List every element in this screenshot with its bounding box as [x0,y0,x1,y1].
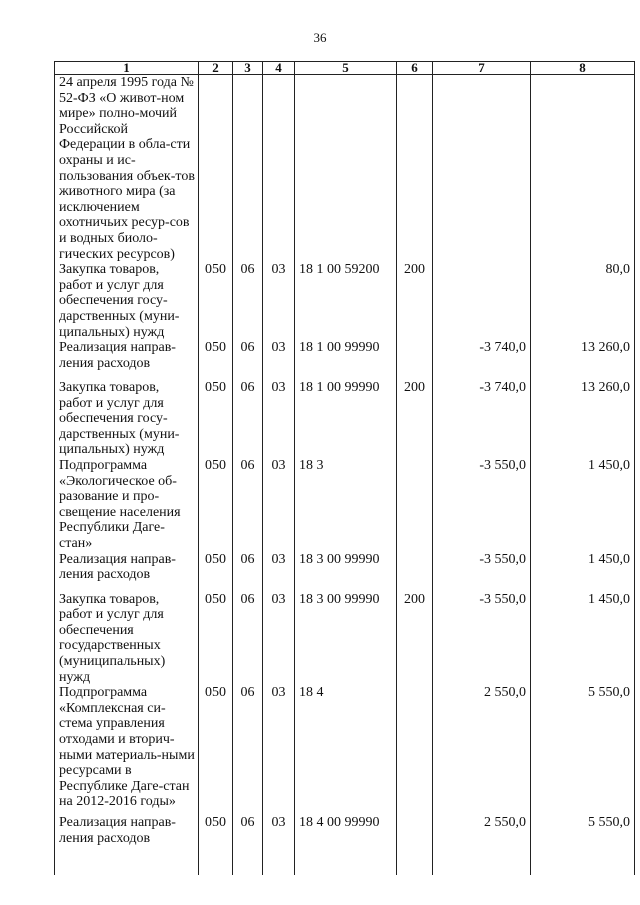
column-header: 5 [295,62,397,75]
row-name: 24 апреля 1995 года № 52-ФЗ «О живот-ном мире» полно-мочий Российской Федерации в обла-сти охраны и ис-пользования объек-тов животного мира (за исключением охотничьих ресур-сов и водных биоло-гических ресурсов) [55,75,199,263]
table-row [55,458,635,552]
cell-amount: 5 550,0 [531,815,635,875]
column-header: 6 [397,62,433,75]
cell-amount: 80,0 [531,262,635,340]
cell-section: 06 [233,340,263,380]
cell-section: 06 [233,262,263,340]
cell-amount: 1 450,0 [531,592,635,686]
row-name: Закупка товаров, работ и услуг для обеспечения государственных (муниципальных) нужд [55,592,199,686]
cell-target-code: 18 1 00 59200 [295,262,397,340]
cell-admin-code [199,75,233,263]
cell-expense-type: 200 [397,262,433,340]
page-number: 36 [313,30,327,45]
cell-change: -3 550,0 [433,592,531,686]
table-row [55,592,635,686]
cell-subsection: 03 [263,262,295,340]
cell-change: 2 550,0 [433,685,531,815]
cell-section: 06 [233,458,263,552]
row-name: Реализация направ-ления расходов [55,815,199,875]
table-row [55,552,635,592]
cell-change [433,262,531,340]
column-header: 2 [199,62,233,75]
cell-expense-type: 200 [397,592,433,686]
cell-subsection: 03 [263,380,295,458]
cell-expense-type: 200 [397,380,433,458]
row-name: Закупка товаров, работ и услуг для обеспечения госу-дарственных (муни-ципальных) нужд [55,262,199,340]
row-name: Закупка товаров, работ и услуг для обеспечения госу-дарственных (муни-ципальных) нужд [55,380,199,458]
cell-section: 06 [233,380,263,458]
column-header: 8 [531,62,635,75]
cell-admin-code: 050 [199,592,233,686]
cell-change [433,75,531,263]
cell-target-code: 18 1 00 99990 [295,340,397,380]
cell-expense-type [397,552,433,592]
table-row [55,75,635,263]
cell-subsection [263,75,295,263]
cell-change: -3 740,0 [433,340,531,380]
cell-subsection: 03 [263,458,295,552]
cell-target-code: 18 1 00 99990 [295,380,397,458]
cell-target-code: 18 4 00 99990 [295,815,397,875]
cell-admin-code: 050 [199,340,233,380]
column-header: 1 [55,62,199,75]
cell-subsection: 03 [263,815,295,875]
cell-admin-code: 050 [199,685,233,815]
cell-subsection: 03 [263,552,295,592]
budget-table [54,61,635,875]
cell-section: 06 [233,815,263,875]
column-header: 3 [233,62,263,75]
column-header: 7 [433,62,531,75]
row-name: Реализация направ-ления расходов [55,340,199,380]
cell-amount: 13 260,0 [531,380,635,458]
cell-amount: 5 550,0 [531,685,635,815]
table-row [55,380,635,458]
cell-admin-code: 050 [199,262,233,340]
cell-admin-code: 050 [199,458,233,552]
cell-amount [531,75,635,263]
cell-admin-code: 050 [199,380,233,458]
cell-expense-type [397,75,433,263]
cell-admin-code: 050 [199,815,233,875]
table-row [55,262,635,340]
cell-amount: 1 450,0 [531,552,635,592]
row-name: Подпрограмма «Экологическое об-разование и про-свещение населения Республики Даге-стан» [55,458,199,552]
cell-section: 06 [233,552,263,592]
cell-change: -3 740,0 [433,380,531,458]
cell-expense-type [397,340,433,380]
table-header-row [55,62,635,75]
cell-expense-type [397,685,433,815]
cell-target-code: 18 3 [295,458,397,552]
cell-change: -3 550,0 [433,458,531,552]
cell-section: 06 [233,592,263,686]
cell-target-code: 18 3 00 99990 [295,592,397,686]
cell-change: -3 550,0 [433,552,531,592]
table-row [55,685,635,815]
table-row [55,815,635,875]
cell-admin-code: 050 [199,552,233,592]
cell-change: 2 550,0 [433,815,531,875]
cell-section [233,75,263,263]
cell-amount: 1 450,0 [531,458,635,552]
cell-section: 06 [233,685,263,815]
column-header: 4 [263,62,295,75]
cell-expense-type [397,458,433,552]
row-name: Реализация направ-ления расходов [55,552,199,592]
cell-subsection: 03 [263,340,295,380]
table-row [55,340,635,380]
cell-target-code: 18 4 [295,685,397,815]
row-name: Подпрограмма «Комплексная си-стема управления отходами и вторич-ными материаль-ными ресурсами в Республике Даге-стан на 2012-2016 годы» [55,685,199,815]
cell-amount: 13 260,0 [531,340,635,380]
cell-expense-type [397,815,433,875]
cell-target-code [295,75,397,263]
cell-subsection: 03 [263,592,295,686]
cell-target-code: 18 3 00 99990 [295,552,397,592]
cell-subsection: 03 [263,685,295,815]
